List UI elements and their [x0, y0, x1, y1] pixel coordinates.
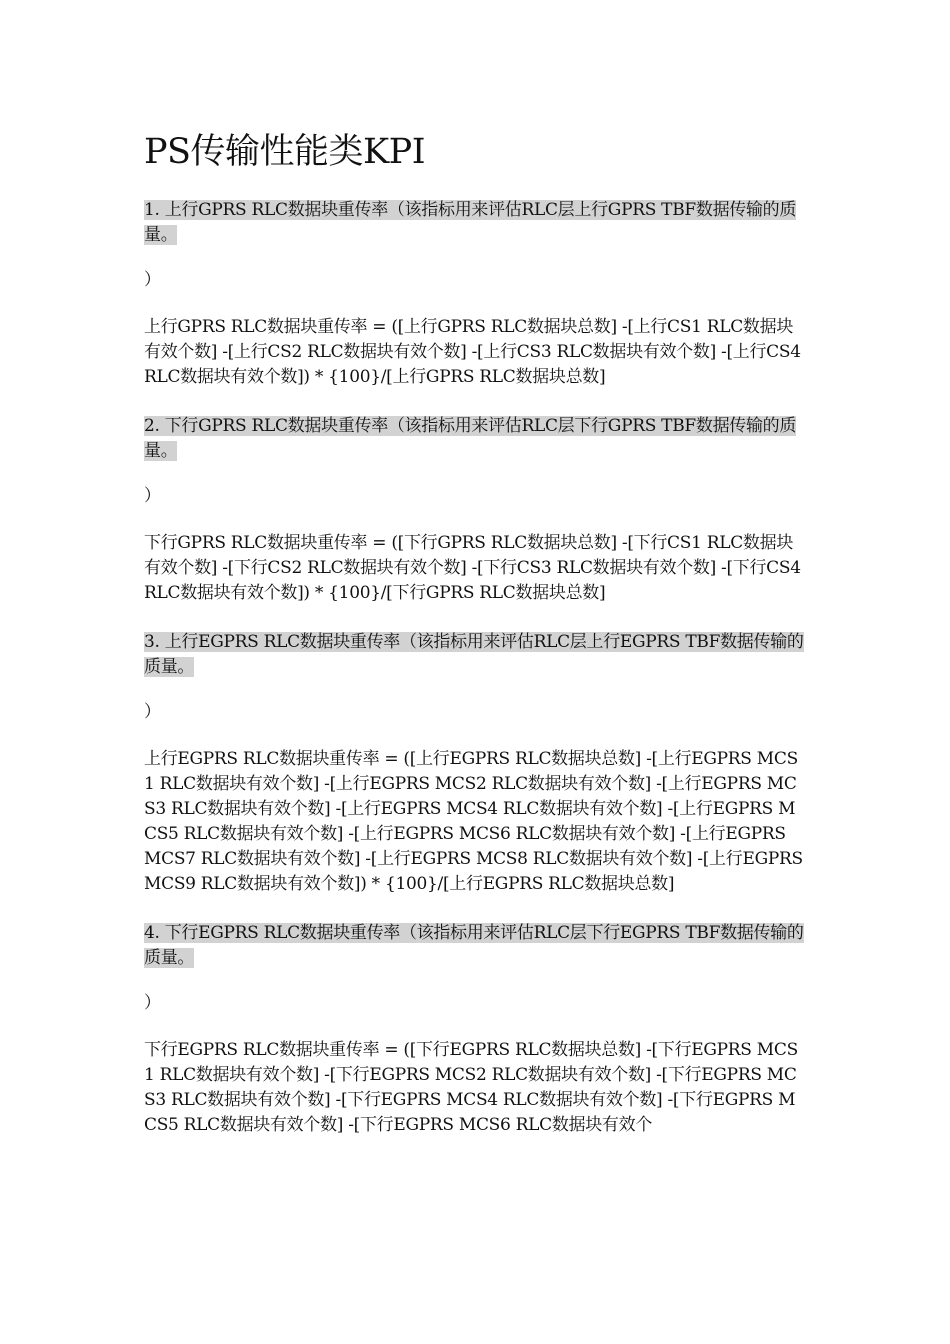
section-2 [144, 414, 806, 606]
formula-text: 上行GPRS RLC数据块重传率 = ([上行GPRS RLC数据块总数] -[上行CS1 RLC数据块有效个数] -[上行CS2 RLC数据块有效个数] -[上行CS3 RLC数据块有效个数] -[上行CS4 RLC数据块有效个数]) * {100}/[上行GPRS RLC数据块总数] [144, 317, 801, 387]
formula-text: 下行GPRS RLC数据块重传率 = ([下行GPRS RLC数据块总数] -[下行CS1 RLC数据块有效个数] -[下行CS2 RLC数据块有效个数] -[下行CS3 RLC数据块有效个数] -[下行CS4 RLC数据块有效个数]) * {100}/[下行GPRS RLC数据块总数] [144, 533, 801, 603]
document-body [144, 128, 806, 1162]
closing-paren: ） [144, 486, 161, 506]
section-3 [144, 630, 806, 897]
section-heading [144, 198, 806, 248]
section-heading [144, 630, 806, 680]
section-heading-text: 2. 下行GPRS RLC数据块重传率（该指标用来评估RLC层下行GPRS TBF数据传输的质量。 [144, 416, 797, 461]
section-heading [144, 414, 806, 464]
page-title: PS传输性能类KPI [144, 132, 426, 172]
section-1 [144, 198, 806, 390]
section-heading-text: 4. 下行EGPRS RLC数据块重传率（该指标用来评估RLC层下行EGPRS TBF数据传输的质量。 [144, 923, 804, 968]
section-heading-text: 3. 上行EGPRS RLC数据块重传率（该指标用来评估RLC层上行EGPRS TBF数据传输的质量。 [144, 632, 804, 677]
formula-text: 下行EGPRS RLC数据块重传率 = ([下行EGPRS RLC数据块总数] -[下行EGPRS MCS1 RLC数据块有效个数] -[下行EGPRS MCS2 RLC数据块有效个数] -[下行EGPRS MCS3 RLC数据块有效个数] -[下行EGPRS MCS4 RLC数据块有效个数] -[下行EGPRS MCS5 RLC数据块有效个数] -[下行EGPRS MCS6 RLC数据块有效个 [144, 1040, 798, 1135]
formula-text: 上行EGPRS RLC数据块重传率 = ([上行EGPRS RLC数据块总数] -[上行EGPRS MCS1 RLC数据块有效个数] -[上行EGPRS MCS2 RLC数据块有效个数] -[上行EGPRS MCS3 RLC数据块有效个数] -[上行EGPRS MCS4 RLC数据块有效个数] -[上行EGPRS MCS5 RLC数据块有效个数] -[上行EGPRS MCS6 RLC数据块有效个数] -[上行EGPRS MCS7 RLC数据块有效个数] -[上行EGPRS MCS8 RLC数据块有效个数] -[上行EGPRS MCS9 RLC数据块有效个数]) * {100}/[上行EGPRS RLC数据块总数] [144, 749, 803, 894]
closing-paren: ） [144, 702, 161, 722]
closing-paren: ） [144, 270, 161, 290]
closing-paren: ） [144, 993, 161, 1013]
section-heading [144, 921, 806, 971]
section-4 [144, 921, 806, 1138]
section-heading-text: 1. 上行GPRS RLC数据块重传率（该指标用来评估RLC层上行GPRS TBF数据传输的质量。 [144, 200, 797, 245]
